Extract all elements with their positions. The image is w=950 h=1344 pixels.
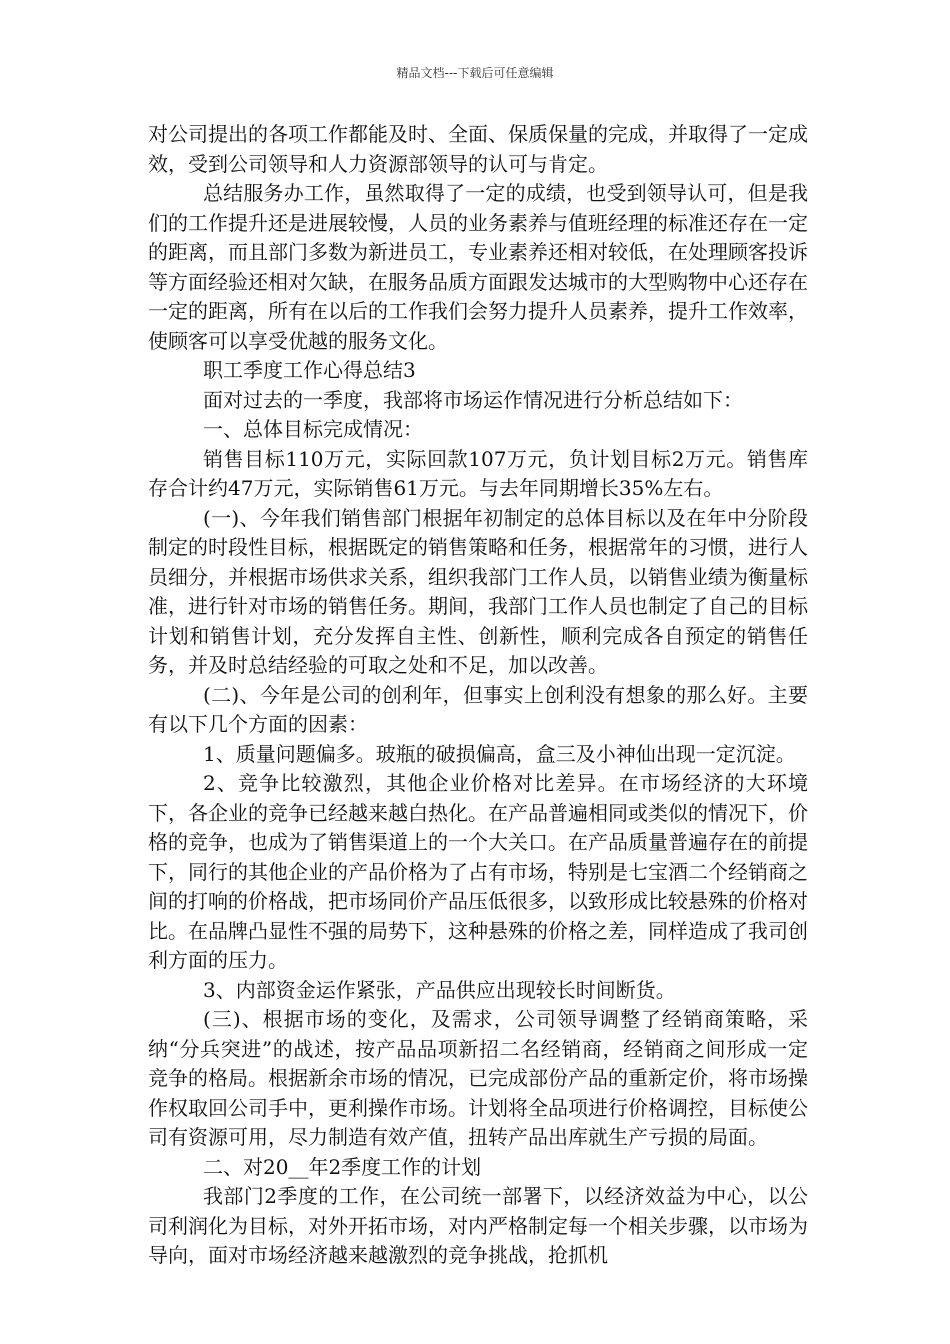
paragraph: 总结服务办工作，虽然取得了一定的成绩，也受到领导认可，但是我们的工作提升还是进展较慢，人员的业务素养与值班经理的标准还存在一定的距离，而且部门多数为新进员工，专业素养还相对较低，在处理顾客投诉等方面经验还相对欠缺，在服务品质方面跟发达城市的大型购物中心还存在一定的距离，所有在以后的工作我们会努力提升人员素养，提升工作效率，使顾客可以享受优越的服务文化。 xyxy=(148,181,808,353)
paragraph: 3、内部资金运作紧张，产品供应出现较长时间断货。 xyxy=(203,977,676,1002)
paragraph: 对公司提出的各项工作都能及时、全面、保质保量的完成，并取得了一定成效，受到公司领导和人力资源部领导的认可与肯定。 xyxy=(148,122,808,176)
paragraph: 二、对20__年2季度工作的计划 xyxy=(203,1154,482,1179)
paragraph: 我部门2季度的工作，在公司统一部署下，以经济效益为中心，以公司利润化为目标，对外开拓市场，对内严格制定每一个相关步骤，以市场为导向，面对市场经济越来越激烈的竞争挑战，抢抓机 xyxy=(148,1184,808,1267)
paragraph: 面对过去的一季度，我部将市场运作情况进行分析总结如下： xyxy=(203,387,743,412)
paragraph: 2、竞争比较激烈，其他企业价格对比差异。在市场经济的大环境下，各企业的竞争已经越来越白热化。在产品普遍相同或类似的情况下，价格的竞争，也成为了销售渠道上的一个大关口。在产品质量普遍存在的前提下，同行的其他企业的产品价格为了占有市场，特别是七宝酒二个经销商之间的打响的价格战，把市场同价产品压低很多，以致形成比较悬殊的价格对比。在品牌凸显性不强的局势下，这种悬殊的价格之差，同样造成了我司创利方面的压力。 xyxy=(148,771,808,972)
paragraph: (三)、根据市场的变化，及需求，公司领导调整了经销商策略，采纳“分兵突进”的战述，按产品品项新招二名经销商，经销商之间形成一定竞争的格局。根据新余市场的情况，已完成部份产品的重新定价，将市场操作权取回公司手中，更利操作市场。计划将全品项进行价格调控，目标使公司有资源可用，尽力制造有效产值，扭转产品出库就生产亏损的局面。 xyxy=(148,1007,808,1149)
paragraph: 职工季度工作心得总结3 xyxy=(203,358,416,382)
paragraph: 一、总体目标完成情况： xyxy=(203,417,423,441)
document-body xyxy=(148,120,808,1271)
paragraph: (一)、今年我们销售部门根据年初制定的总体目标以及在年中分阶段制定的时段性目标，根据既定的销售策略和任务，根据常年的习惯，进行人员细分，并根据市场供求关系，组织我部门工作人员，以销售业绩为衡量标准，进行针对市场的销售任务。期间，我部门工作人员也制定了自己的目标计划和销售计划，充分发挥自主性、创新性，顺利完成各自预定的销售任务，并及时总结经验的可取之处和不足，加以改善。 xyxy=(148,505,808,677)
paragraph: 销售目标110万元，实际回款107万元，负计划目标2万元。销售库存合计约47万元，实际销售61万元。与去年同期增长35%左右。 xyxy=(148,446,808,500)
paragraph: (二)、今年是公司的创利年，但事实上创利没有想象的那么好。主要有以下几个方面的因素： xyxy=(148,682,808,736)
paragraph: 1、质量问题偏多。玻瓶的破损偏高，盒三及小神仙出现一定沉淀。 xyxy=(203,741,796,766)
page-header: 精品文档---下载后可任意编辑 xyxy=(396,66,554,80)
